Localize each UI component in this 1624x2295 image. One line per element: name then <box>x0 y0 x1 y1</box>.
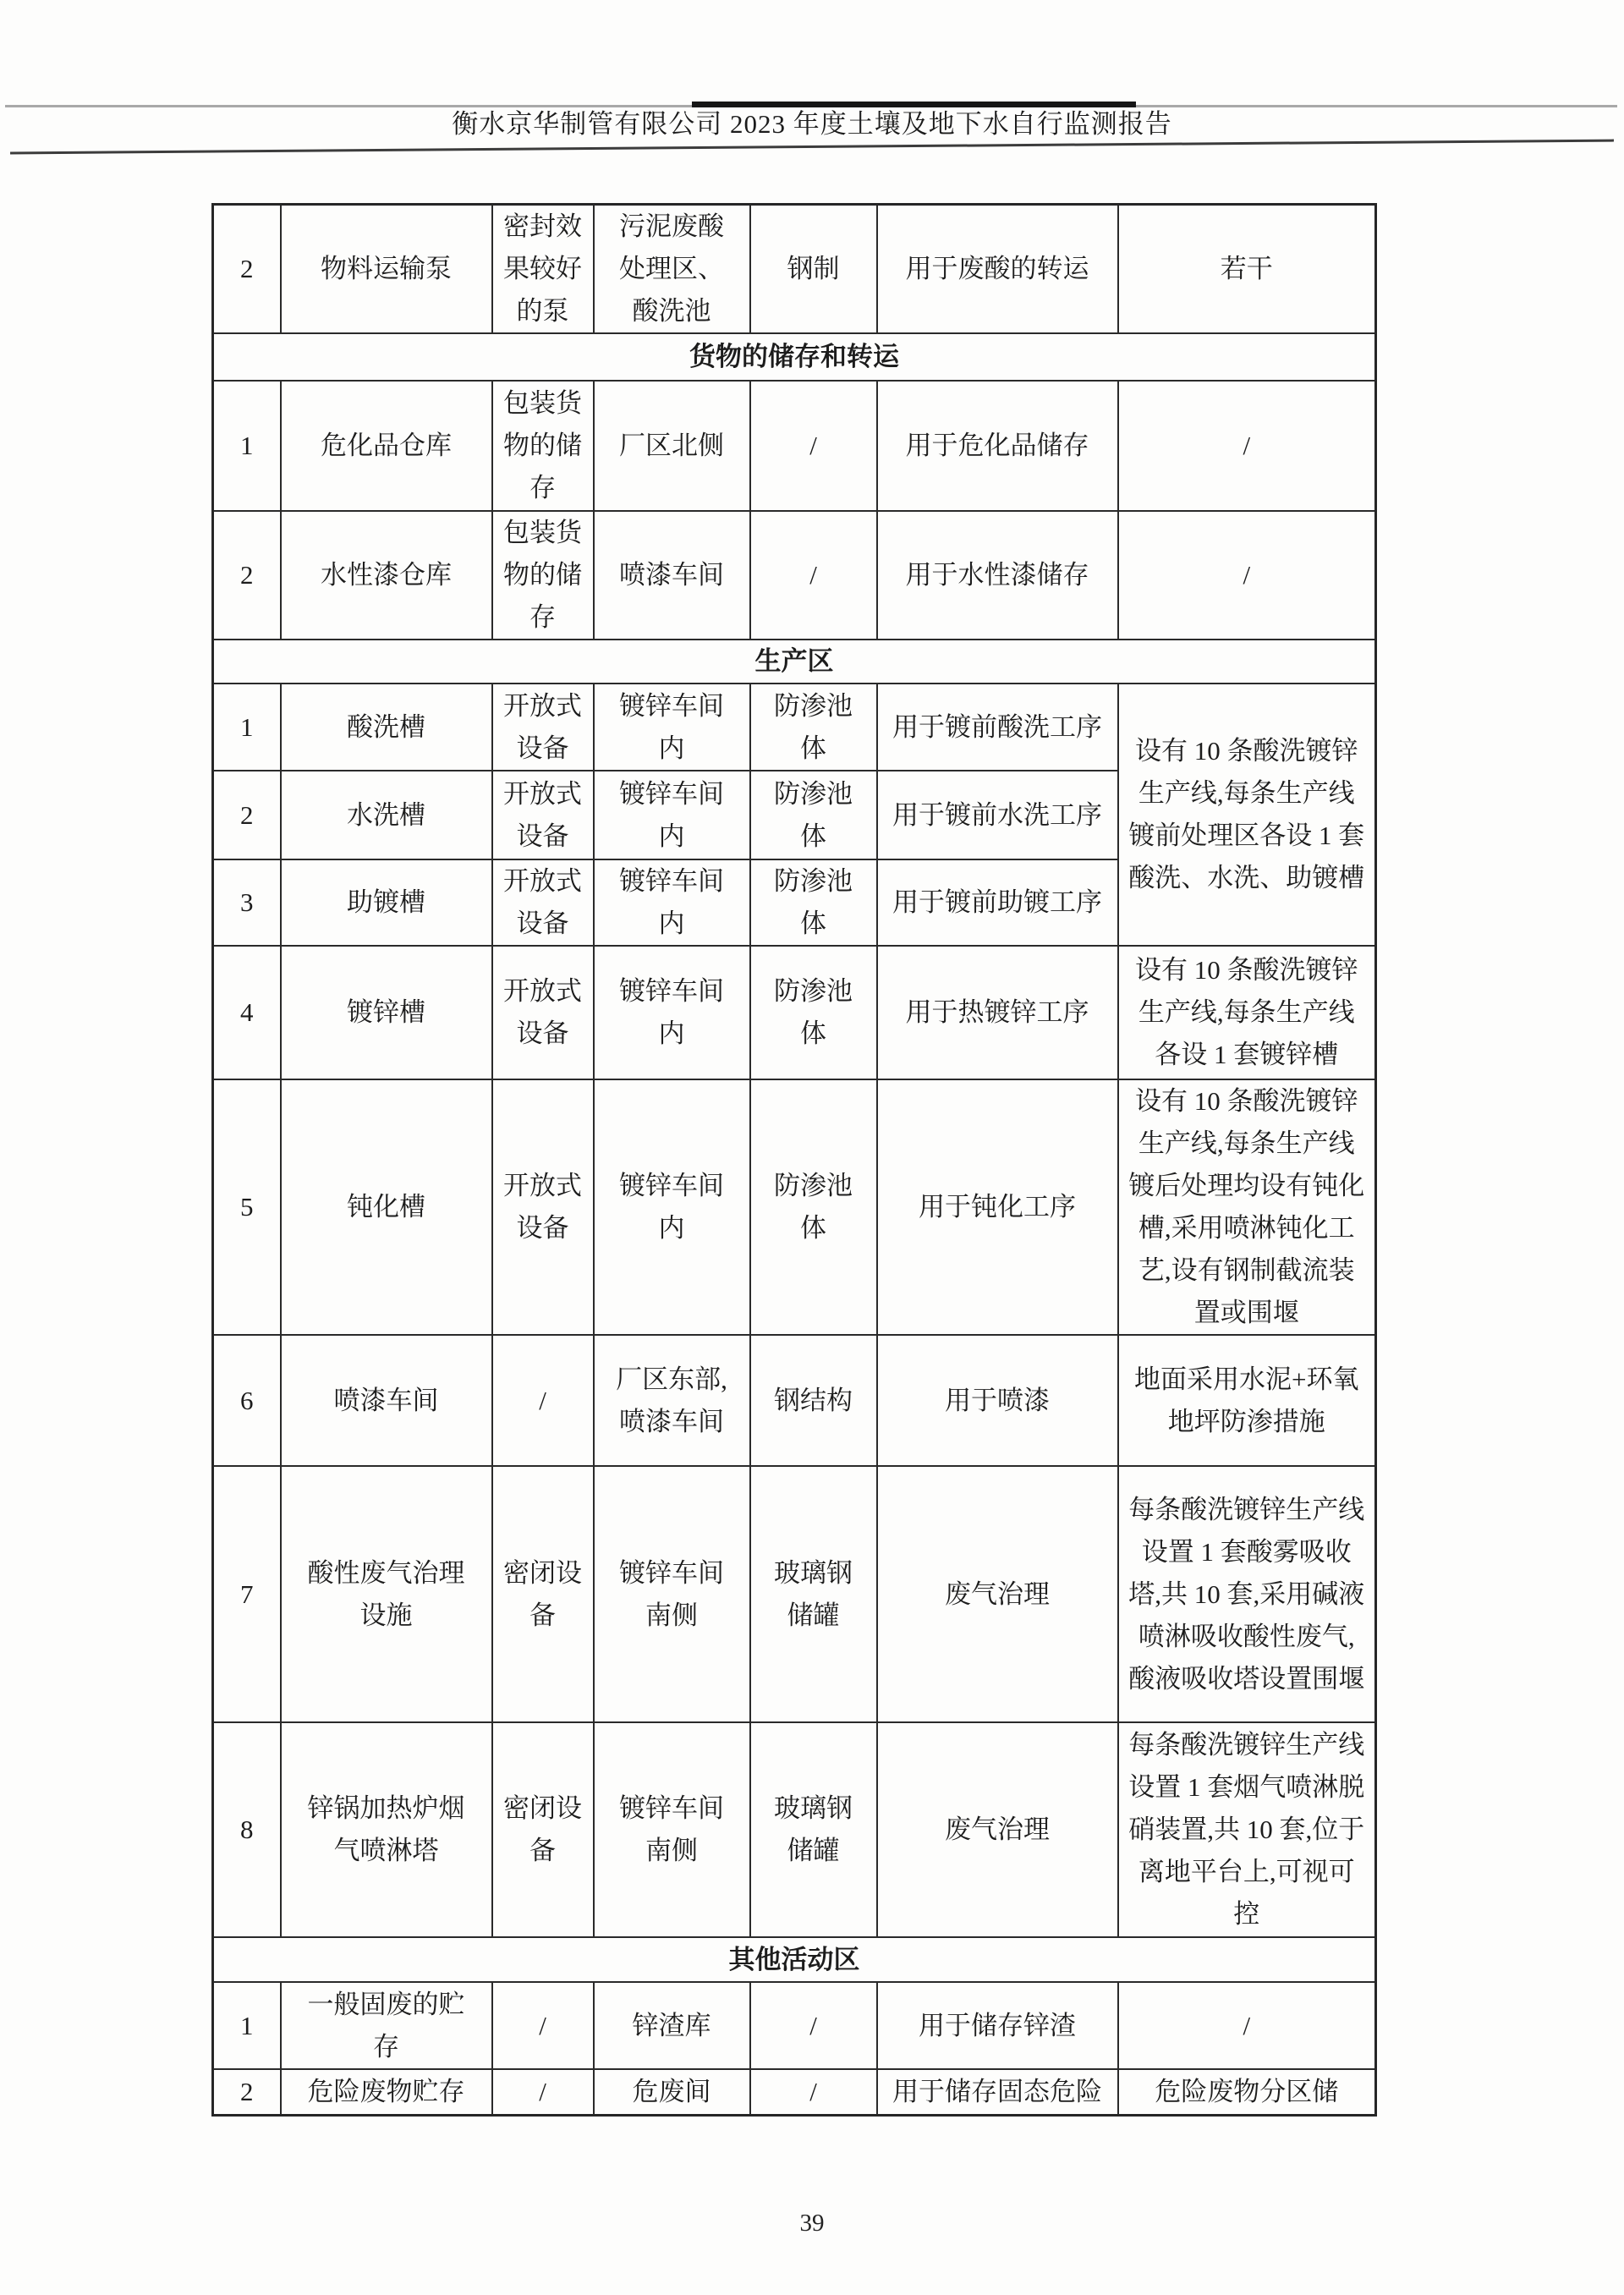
table-row <box>213 511 1376 640</box>
table-cell: 用于废酸的转运 <box>877 205 1118 334</box>
table-cell: 玻璃钢储罐 <box>750 1722 877 1937</box>
table-cell: 防渗池体 <box>750 1079 877 1335</box>
table-cell: 喷漆车间 <box>281 1335 492 1466</box>
table-cell: 1 <box>213 684 281 771</box>
table-cell: 废气治理 <box>877 1466 1118 1722</box>
table-cell: 物料运输泵 <box>281 205 492 334</box>
table-cell: 用于镀前酸洗工序 <box>877 684 1118 771</box>
table-row <box>213 1466 1376 1722</box>
table-cell: 酸性废气治理设施 <box>281 1466 492 1722</box>
table-cell: 镀锌槽 <box>281 946 492 1079</box>
table-row <box>213 381 1376 511</box>
table-row <box>213 2069 1376 2115</box>
table-cell: / <box>1118 381 1376 511</box>
table-cell: 包装货物的储存 <box>492 381 594 511</box>
section-label: 货物的储存和转运 <box>213 333 1376 381</box>
table-cell: / <box>1118 511 1376 640</box>
table-cell: 防渗池体 <box>750 771 877 859</box>
table-cell: 锌渣库 <box>594 1982 750 2069</box>
table-cell: 2 <box>213 205 281 334</box>
table-row <box>213 1079 1376 1335</box>
table-cell: 密封效果较好的泵 <box>492 205 594 334</box>
table-cell: / <box>750 1982 877 2069</box>
table-cell: 2 <box>213 771 281 859</box>
table-row <box>213 1335 1376 1466</box>
table-cell: 镀锌车间内 <box>594 859 750 946</box>
table-cell: 危险废物贮存 <box>281 2069 492 2115</box>
table-cell: 防渗池体 <box>750 859 877 946</box>
table-cell: 包装货物的储存 <box>492 511 594 640</box>
table-cell: 用于喷漆 <box>877 1335 1118 1466</box>
table-cell: 设有 10 条酸洗镀锌生产线,每条生产线镀后处理均设有钝化槽,采用喷淋钝化工艺,设有钢制截流装置或围堰 <box>1118 1079 1376 1335</box>
table-cell: / <box>750 511 877 640</box>
table-cell: 镀锌车间内 <box>594 771 750 859</box>
table-cell: / <box>492 2069 594 2115</box>
table-cell: 钢结构 <box>750 1335 877 1466</box>
table-cell: / <box>750 2069 877 2115</box>
table-cell: 用于储存锌渣 <box>877 1982 1118 2069</box>
table-cell: 玻璃钢储罐 <box>750 1466 877 1722</box>
table-row <box>213 946 1376 1079</box>
table-cell: 钝化槽 <box>281 1079 492 1335</box>
scan-artifact-dark-segment <box>692 102 1136 107</box>
table-cell: 4 <box>213 946 281 1079</box>
table-cell: 镀锌车间南侧 <box>594 1466 750 1722</box>
table-cell: 开放式设备 <box>492 771 594 859</box>
table-cell: 用于危化品储存 <box>877 381 1118 511</box>
table-cell: 1 <box>213 381 281 511</box>
table-cell: 设有 10 条酸洗镀锌生产线,每条生产线镀前处理区各设 1 套酸洗、水洗、助镀槽 <box>1118 684 1376 946</box>
table-row <box>213 1722 1376 1937</box>
table-cell: 助镀槽 <box>281 859 492 946</box>
table-cell: 危险废物分区储 <box>1118 2069 1376 2115</box>
header-rule <box>10 140 1614 155</box>
table-row <box>213 684 1376 771</box>
table-cell: 危化品仓库 <box>281 381 492 511</box>
section-row <box>213 333 1376 381</box>
table-cell: 每条酸洗镀锌生产线设置 1 套酸雾吸收塔,共 10 套,采用碱液喷淋吸收酸性废气,酸液吸收塔设置围堰 <box>1118 1466 1376 1722</box>
table-cell: 废气治理 <box>877 1722 1118 1937</box>
facility-table <box>211 203 1377 2117</box>
section-label: 其他活动区 <box>213 1937 1376 1982</box>
table-cell: 镀锌车间内 <box>594 946 750 1079</box>
table-cell: / <box>492 1335 594 1466</box>
table-cell: 锌锅加热炉烟气喷淋塔 <box>281 1722 492 1937</box>
table-cell: 每条酸洗镀锌生产线设置 1 套烟气喷淋脱硝装置,共 10 套,位于离地平台上,可视可控 <box>1118 1722 1376 1937</box>
table-cell: 开放式设备 <box>492 946 594 1079</box>
table-cell: 7 <box>213 1466 281 1722</box>
table-cell: 镀锌车间内 <box>594 684 750 771</box>
section-label: 生产区 <box>213 640 1376 684</box>
table-cell: 5 <box>213 1079 281 1335</box>
table-cell: 酸洗槽 <box>281 684 492 771</box>
table-cell: 1 <box>213 1982 281 2069</box>
table-cell: 密闭设备 <box>492 1722 594 1937</box>
table-cell: 喷漆车间 <box>594 511 750 640</box>
table-cell: 防渗池体 <box>750 684 877 771</box>
table-cell: 2 <box>213 2069 281 2115</box>
table-cell: 一般固废的贮存 <box>281 1982 492 2069</box>
table-cell: 用于水性漆储存 <box>877 511 1118 640</box>
table-cell: 开放式设备 <box>492 684 594 771</box>
table-cell: 8 <box>213 1722 281 1937</box>
table-cell: 2 <box>213 511 281 640</box>
table-cell: 危废间 <box>594 2069 750 2115</box>
table-cell: / <box>750 381 877 511</box>
table-cell: 钢制 <box>750 205 877 334</box>
table-cell: 密闭设备 <box>492 1466 594 1722</box>
table-cell: / <box>1118 1982 1376 2069</box>
table-cell: 厂区北侧 <box>594 381 750 511</box>
table-cell: 设有 10 条酸洗镀锌生产线,每条生产线各设 1 套镀锌槽 <box>1118 946 1376 1079</box>
table-cell: 地面采用水泥+环氧地坪防渗措施 <box>1118 1335 1376 1466</box>
page-number: 39 <box>799 2210 825 2237</box>
table-cell: 污泥废酸处理区、酸洗池 <box>594 205 750 334</box>
table-cell: 用于储存固态危险 <box>877 2069 1118 2115</box>
table-cell: 开放式设备 <box>492 859 594 946</box>
table-row <box>213 1982 1376 2069</box>
table-cell: 用于镀前水洗工序 <box>877 771 1118 859</box>
table-cell: 水性漆仓库 <box>281 511 492 640</box>
table-cell: 3 <box>213 859 281 946</box>
report-header-title: 衡水京华制管有限公司 2023 年度土壤及地下水自行监测报告 <box>452 109 1172 139</box>
table-cell: 开放式设备 <box>492 1079 594 1335</box>
table-cell: 镀锌车间内 <box>594 1079 750 1335</box>
table-cell: / <box>492 1982 594 2069</box>
table-cell: 用于镀前助镀工序 <box>877 859 1118 946</box>
section-row <box>213 640 1376 684</box>
table-row <box>213 205 1376 334</box>
table-cell: 水洗槽 <box>281 771 492 859</box>
table-cell: 防渗池体 <box>750 946 877 1079</box>
section-row <box>213 1937 1376 1982</box>
table-cell: 若干 <box>1118 205 1376 334</box>
table-cell: 厂区东部,喷漆车间 <box>594 1335 750 1466</box>
table-cell: 6 <box>213 1335 281 1466</box>
table-cell: 用于钝化工序 <box>877 1079 1118 1335</box>
table-cell: 用于热镀锌工序 <box>877 946 1118 1079</box>
table-cell: 镀锌车间南侧 <box>594 1722 750 1937</box>
